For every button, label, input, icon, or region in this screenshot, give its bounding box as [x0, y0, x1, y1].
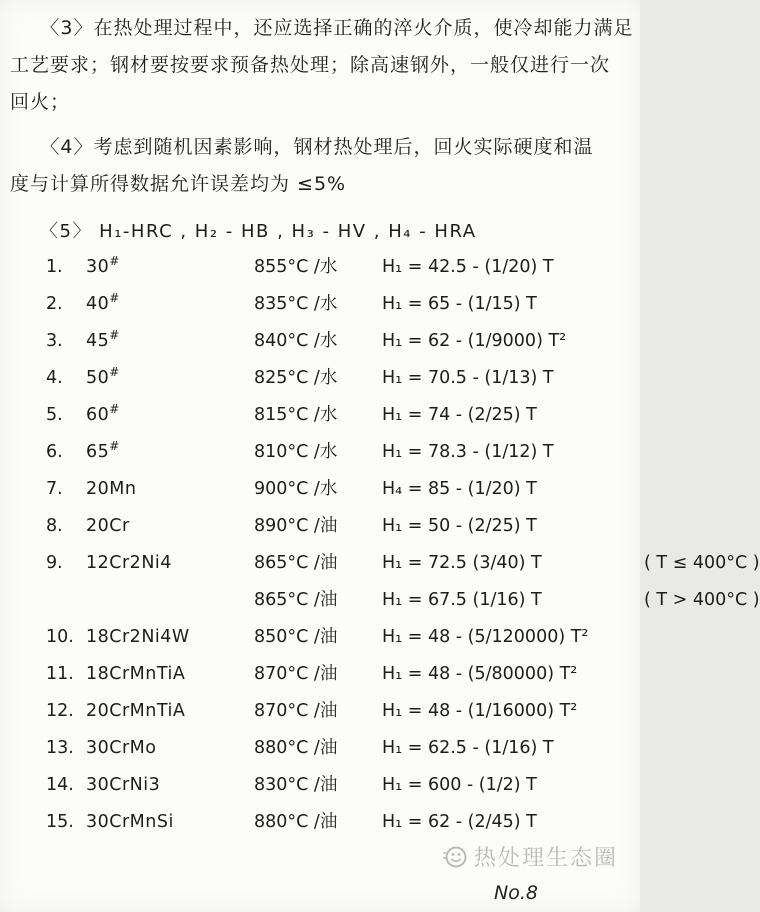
- quench-spec: 810°C /水: [254, 442, 338, 462]
- quench-spec: 825°C /水: [254, 368, 338, 388]
- table-row: [0, 253, 640, 290]
- table-row: [0, 438, 640, 475]
- hardness-formula: H₄ = 85 - (1/20) T: [382, 479, 537, 499]
- quench-spec: 880°C /油: [254, 738, 338, 758]
- row-number: 15.: [46, 812, 74, 832]
- row-number: 6.: [46, 442, 63, 462]
- hardness-formula: H₁ = 62.5 - (1/16) T: [382, 738, 554, 758]
- table-row: [0, 623, 640, 660]
- row-number: 2.: [46, 294, 63, 314]
- hardness-formula: H₁ = 48 - (1/16000) T²: [382, 701, 578, 721]
- hardness-formula: H₁ = 70.5 - (1/13) T: [382, 368, 554, 388]
- row-number: 8.: [46, 516, 63, 536]
- steel-grade: 30CrMnSi: [86, 812, 174, 832]
- row-number: 9.: [46, 553, 63, 573]
- paragraph-3-line-2: 工艺要求；钢材要按要求预备热处理；除高速钢外，一般仅进行一次: [10, 54, 611, 76]
- smiley-logo: [442, 844, 468, 870]
- quench-spec: 850°C /油: [254, 627, 338, 647]
- quench-spec: 865°C /油: [254, 553, 338, 573]
- steel-grade: 45#: [86, 328, 120, 351]
- steel-grade: 30CrNi3: [86, 775, 161, 795]
- hardness-formula: H₁ = 62 - (2/45) T: [382, 812, 537, 832]
- table-row: [0, 697, 640, 734]
- quench-spec: 870°C /油: [254, 664, 338, 684]
- steel-formula-table: [0, 253, 760, 845]
- paragraph-3: [0, 10, 640, 121]
- steel-grade: 40#: [86, 291, 120, 314]
- steel-grade: 18CrMnTiA: [86, 664, 186, 684]
- hardness-formula: H₁ = 50 - (2/25) T: [382, 516, 537, 536]
- hardness-formula: H₁ = 72.5 (3/40) T: [382, 553, 542, 573]
- table-row: [0, 512, 640, 549]
- watermark-text: 热处理生态圈: [473, 846, 618, 871]
- row-number: 3.: [46, 331, 63, 351]
- quench-spec: 835°C /水: [254, 294, 338, 314]
- row-number: 1.: [46, 257, 63, 277]
- quench-spec: 865°C /油: [254, 590, 338, 610]
- steel-grade: 20Cr: [86, 516, 130, 536]
- temperature-condition: ( T ≤ 400°C ): [644, 553, 760, 573]
- steel-grade-mark: #: [109, 254, 120, 269]
- row-number: 4.: [46, 368, 63, 388]
- steel-grade: 30CrMo: [86, 738, 157, 758]
- table-row: [0, 734, 640, 771]
- row-number: 13.: [46, 738, 74, 758]
- quench-spec: 900°C /水: [254, 479, 338, 499]
- temperature-condition: ( T > 400°C ): [644, 590, 760, 610]
- hardness-formula: H₁ = 78.3 - (1/12) T: [382, 442, 554, 462]
- steel-grade: 50#: [86, 365, 120, 388]
- quench-spec: 855°C /水: [254, 257, 338, 277]
- row-number: 5.: [46, 405, 63, 425]
- table-row: [0, 327, 640, 364]
- quench-spec: 840°C /水: [254, 331, 338, 351]
- steel-grade: 20Mn: [86, 479, 137, 499]
- table-row: [0, 586, 760, 623]
- hardness-scale-legend: 〈5〉 H₁-HRC , H₂ - HB , H₃ - HV , H₄ - HRA: [40, 221, 477, 242]
- paragraph-3-line-3: 回火；: [10, 91, 71, 113]
- steel-grade-mark: #: [109, 439, 120, 454]
- quench-spec: 880°C /油: [254, 812, 338, 832]
- row-number: 7.: [46, 479, 63, 499]
- steel-grade: 65#: [86, 439, 120, 462]
- steel-grade: 12Cr2Ni4: [86, 553, 172, 573]
- hardness-formula: H₁ = 65 - (1/15) T: [382, 294, 537, 314]
- table-row: [0, 771, 640, 808]
- table-row: [0, 475, 640, 512]
- quench-spec: 830°C /油: [254, 775, 338, 795]
- hardness-formula: H₁ = 48 - (5/120000) T²: [382, 627, 589, 647]
- paragraph-4-line-1: 〈4〉考虑到随机因素影响，钢材热处理后，回火实际硬度和温: [40, 136, 594, 158]
- hardness-formula: H₁ = 600 - (1/2) T: [382, 775, 537, 795]
- table-row: [0, 808, 640, 845]
- quench-spec: 815°C /水: [254, 405, 338, 425]
- table-row: [0, 660, 640, 697]
- hardness-formula: H₁ = 62 - (1/9000) T²: [382, 331, 567, 351]
- steel-grade: 18Cr2Ni4W: [86, 627, 190, 647]
- steel-grade-mark: #: [109, 328, 120, 343]
- table-row: [0, 290, 640, 327]
- hardness-formula: H₁ = 42.5 - (1/20) T: [382, 257, 554, 277]
- quench-spec: 870°C /油: [254, 701, 338, 721]
- page-number: No.8: [494, 882, 538, 904]
- hardness-formula: H₁ = 67.5 (1/16) T: [382, 590, 542, 610]
- paragraph-4: [0, 129, 640, 203]
- quench-spec: 890°C /油: [254, 516, 338, 536]
- table-row: [0, 401, 640, 438]
- hardness-formula: H₁ = 48 - (5/80000) T²: [382, 664, 578, 684]
- row-number: 11.: [46, 664, 74, 684]
- steel-grade: 20CrMnTiA: [86, 701, 186, 721]
- steel-grade: 60#: [86, 402, 120, 425]
- steel-grade: 30#: [86, 254, 120, 277]
- steel-grade-mark: #: [109, 365, 120, 380]
- paragraph-3-line-1: 〈3〉在热处理过程中，还应选择正确的淬火介质，使冷却能力满足: [40, 17, 634, 39]
- watermark: [442, 841, 618, 872]
- row-number: 14.: [46, 775, 74, 795]
- table-row: [0, 549, 760, 586]
- paragraph-4-line-2: 度与计算所得数据允许误差均为 ≤5%: [10, 173, 347, 195]
- table-row: [0, 364, 640, 401]
- row-number: 12.: [46, 701, 74, 721]
- hardness-formula: H₁ = 74 - (2/25) T: [382, 405, 537, 425]
- steel-grade-mark: #: [109, 402, 120, 417]
- row-number: 10.: [46, 627, 74, 647]
- steel-grade-mark: #: [109, 291, 120, 306]
